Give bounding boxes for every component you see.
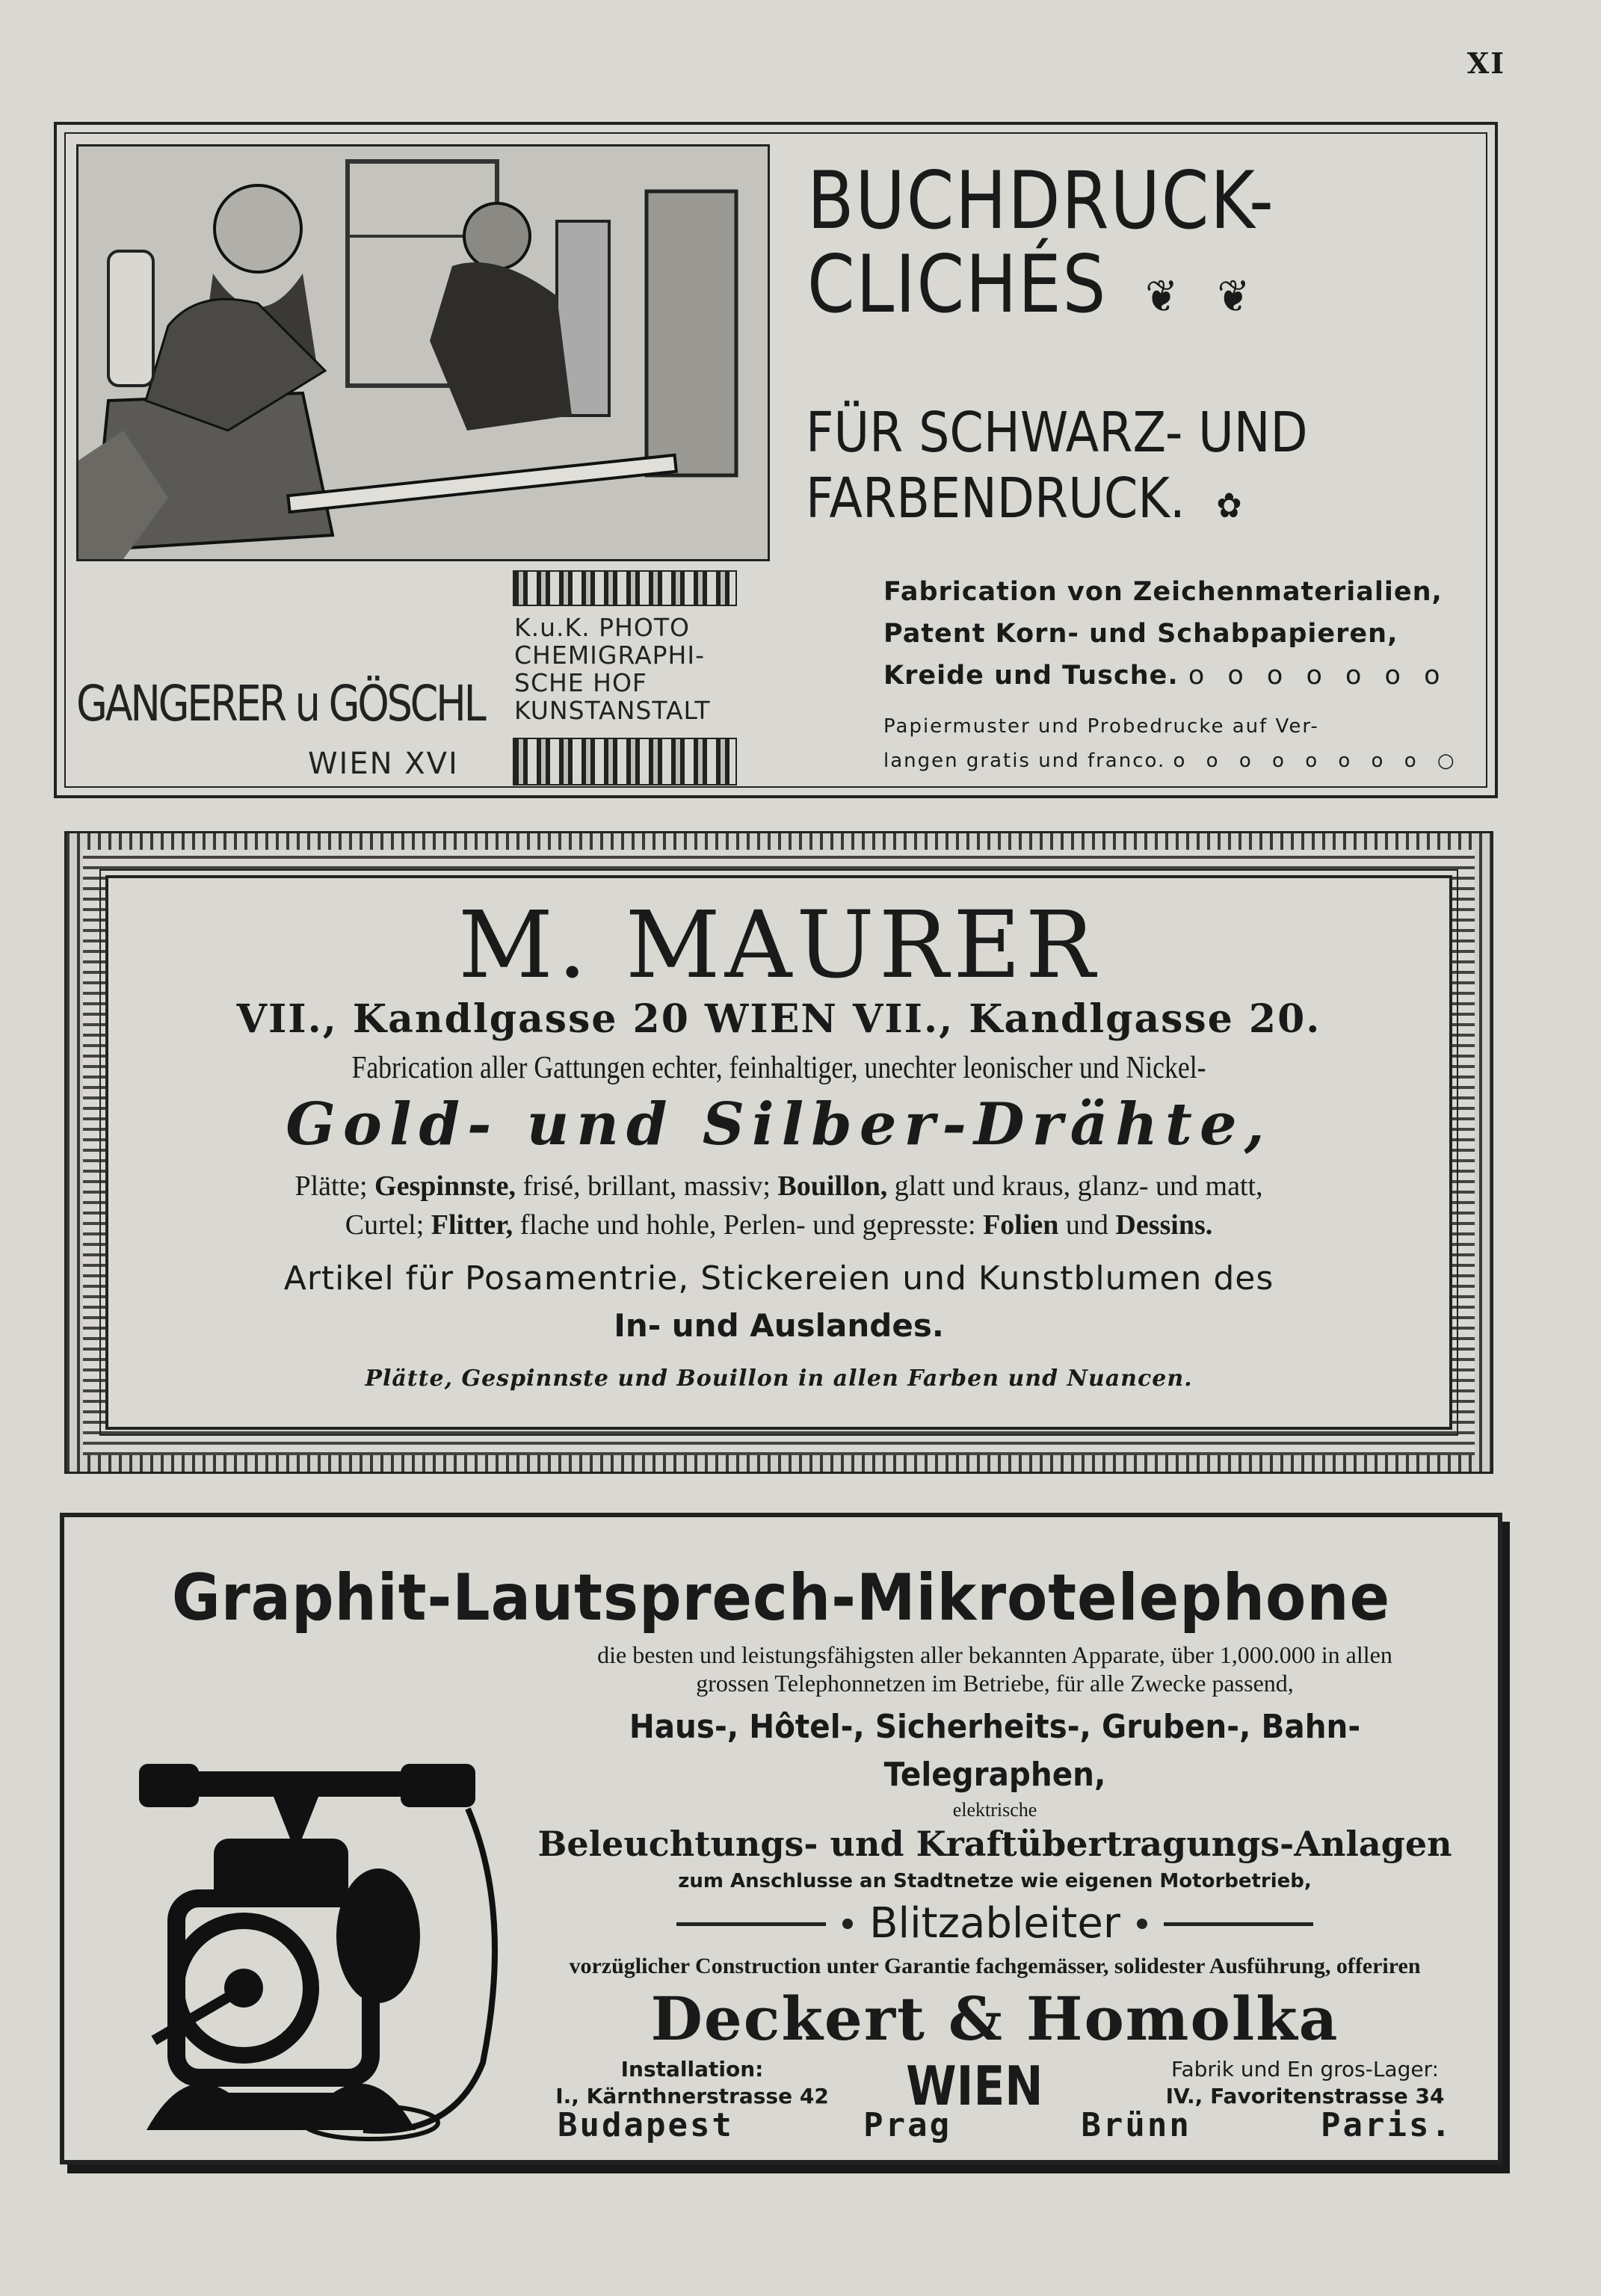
ad3-title: Graphit-Lautsprech-Mikrotelephone bbox=[171, 1561, 1391, 1635]
city-budapest: Budapest bbox=[558, 2106, 734, 2144]
ad1-fabrication bbox=[883, 571, 1504, 697]
ad1-pap-dots: o o o o o o o o ○ bbox=[1173, 750, 1462, 772]
ad1-fab-dots: o o o o o o o bbox=[1188, 661, 1448, 691]
ad2-product-list bbox=[108, 1167, 1449, 1244]
ad2-fabrication: Fabrication aller Gattungen echter, feinhaltiger, unechter leonischer und Nickel- bbox=[351, 1051, 1206, 1085]
city-prag: Prag bbox=[863, 2106, 952, 2144]
leaf-ornament-icon: ❦ bbox=[1217, 271, 1251, 323]
flower-ornament-icon: ✿ bbox=[1216, 485, 1242, 525]
ad1-title bbox=[807, 155, 1405, 339]
ad2-list-item: Dessins. bbox=[1115, 1209, 1213, 1241]
ad1-pap-line-1: Papiermuster und Probedrucke auf Ver- bbox=[883, 715, 1319, 738]
city-bruenn: Brünn bbox=[1081, 2106, 1191, 2144]
rule-left bbox=[676, 1922, 826, 1926]
bullet-dot-icon bbox=[842, 1919, 853, 1929]
ad1-subtitle bbox=[806, 400, 1417, 538]
ad1-fab-line-1: Fabrication von Zeichenmaterialien, bbox=[883, 577, 1443, 607]
ad3-text-block bbox=[513, 1641, 1477, 2131]
ad2-list-item: Plätte; bbox=[294, 1170, 368, 1202]
ad3-inst-label: Installation: bbox=[620, 2057, 764, 2081]
ad1-inner-frame bbox=[64, 132, 1487, 788]
firm-city: WIEN XVI bbox=[308, 747, 459, 781]
firm-desc-line-1: K.u.K. PHOTO bbox=[514, 613, 690, 642]
ad3-inst-address: I., Kärnthnerstrasse 42 bbox=[555, 2084, 829, 2108]
ad2-list-item: flache und hohle, Perlen- und gepresste: bbox=[519, 1209, 976, 1241]
telephone-illustration bbox=[94, 1689, 513, 2152]
ad1-fab-line-2: Patent Korn- und Schabpapieren, bbox=[883, 619, 1398, 649]
ad2-list-item: glatt und kraus, glanz- und matt, bbox=[894, 1170, 1263, 1202]
ad1-papiermuster bbox=[883, 709, 1504, 778]
bullet-dot-icon bbox=[1137, 1919, 1147, 1929]
ad3-vorzueglicher: vorzüglicher Construction unter Garantie fachgemässer, solidester Ausführung, offeriren bbox=[569, 1954, 1421, 1978]
ad3-fabrik bbox=[1148, 2056, 1462, 2110]
ad3-fab-label: Fabrik und En gros-Lager: bbox=[1170, 2057, 1440, 2081]
ad1-pap-line-2: langen gratis und franco. bbox=[883, 750, 1166, 772]
ad3-branch-cities bbox=[558, 2106, 1453, 2144]
ad-buchdruck-cliches bbox=[54, 122, 1498, 798]
ad3-elektrische: elektrische bbox=[952, 1799, 1037, 1821]
ad2-footer: Plätte, Gespinnste und Bouillon in allen Farben und Nuancen. bbox=[365, 1365, 1193, 1392]
ad2-list-item: Gespinnste, bbox=[374, 1170, 516, 1202]
firm-desc-line-4: KUNSTANSTALT bbox=[514, 696, 711, 725]
ad2-list-item: Flitter, bbox=[431, 1209, 513, 1241]
ad3-line-2: grossen Telephonnetzen im Betriebe, für alle Zwecke passend, bbox=[696, 1670, 1294, 1697]
printing-press-illustration bbox=[76, 144, 770, 561]
ad2-list-item: Curtel; bbox=[345, 1209, 425, 1241]
ad3-wien: WIEN bbox=[906, 2055, 1043, 2117]
ad1-fab-line-3: Kreide und Tusche. bbox=[883, 661, 1179, 691]
city-paris: Paris. bbox=[1321, 2106, 1453, 2144]
firm-desc-line-2: CHEMIGRAPHI- bbox=[514, 641, 706, 670]
ad3-uses: Haus-, Hôtel-, Sicherheits-, Gruben-, Bahn-Telegraphen, bbox=[629, 1708, 1361, 1794]
ad3-firm-name: Deckert & Homolka bbox=[650, 1984, 1339, 2054]
ornament-band-top bbox=[513, 570, 737, 606]
ad2-in-auslandes: In- und Auslandes. bbox=[614, 1307, 944, 1344]
ad-mikrotelephone bbox=[60, 1513, 1502, 2164]
ad1-title-line-2: CLICHÉS bbox=[807, 238, 1108, 330]
ad-m-maurer bbox=[64, 831, 1493, 1474]
ad3-blitzableiter-row bbox=[513, 1896, 1477, 1951]
ad1-subtitle-line-2: FARBENDRUCK. bbox=[806, 466, 1185, 531]
ad2-content-box bbox=[105, 875, 1452, 1430]
ad2-address: VII., Kandlgasse 20 WIEN VII., Kandlgasse 20. bbox=[236, 996, 1321, 1042]
ad3-beleuchtung: Beleuchtungs- und Kraftübertragungs-Anlagen bbox=[537, 1824, 1452, 1864]
ad3-fab-address: IV., Favoritenstrasse 34 bbox=[1165, 2084, 1445, 2108]
ad2-list-item: und bbox=[1065, 1209, 1108, 1241]
ad2-list-item: frisé, brillant, massiv; bbox=[522, 1170, 771, 1202]
ad2-artikel: Artikel für Posamentrie, Stickereien und Kunstblumen des bbox=[283, 1259, 1274, 1297]
firm-name: GANGERER u GÖSCHL bbox=[76, 675, 484, 732]
ornament-band-bottom bbox=[513, 738, 737, 786]
ad3-blitzableiter: Blitzableiter bbox=[869, 1899, 1120, 1948]
ad2-list-item: Bouillon, bbox=[777, 1170, 888, 1202]
rule-right bbox=[1164, 1922, 1313, 1926]
ad2-list-item: Folien bbox=[983, 1209, 1059, 1241]
ad3-line-1: die besten und leistungsfähigsten aller bekannten Apparate, über 1,000.000 in allen bbox=[597, 1641, 1392, 1668]
ad1-subtitle-line-1: FÜR SCHWARZ- UND bbox=[806, 401, 1308, 465]
ad3-installation bbox=[528, 2056, 857, 2110]
ad3-anschluss: zum Anschlusse an Stadtnetze wie eigenen Motorbetrieb, bbox=[678, 1870, 1312, 1892]
ad1-title-line-1: BUCHDRUCK- bbox=[807, 155, 1275, 247]
leaf-ornament-icon: ❦ bbox=[1145, 271, 1179, 323]
page-number: XI bbox=[1466, 46, 1505, 80]
firm-desc-line-3: SCHE HOF bbox=[514, 668, 647, 697]
firm-block bbox=[76, 570, 779, 794]
firm-description bbox=[514, 614, 783, 724]
ad2-gold-silver-heading: Gold- und Silber-Drähte, bbox=[286, 1090, 1272, 1158]
ad2-firm-name: M. MAURER bbox=[457, 892, 1100, 999]
